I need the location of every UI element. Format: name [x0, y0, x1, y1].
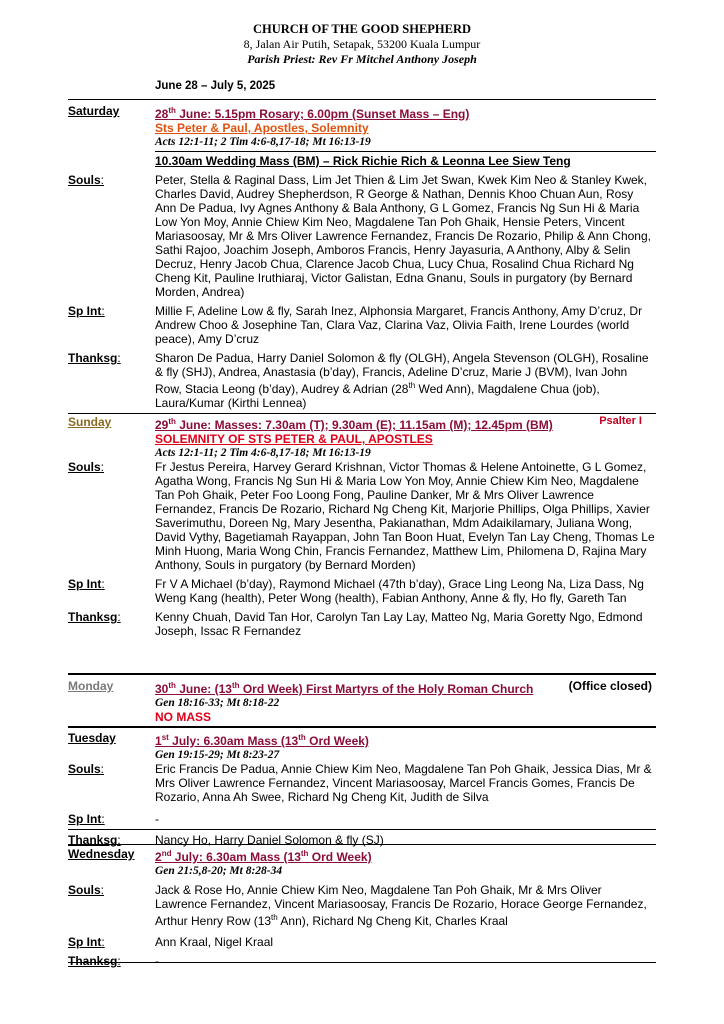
saturday-readings: Acts 12:1-11; 2 Tim 4:6-8,17-18; Mt 16:13-19	[155, 136, 371, 148]
day-label-tuesday: Tuesday	[68, 731, 116, 745]
tuesday-spint-row	[68, 812, 656, 826]
sunday-mass-times: 29th June: Masses: 7.30am (T); 9.30am (E); 11.15am (M); 12.45pm (BM)	[155, 417, 553, 432]
sp-int-label: Sp Int:	[68, 812, 105, 826]
divider	[68, 962, 656, 963]
tuesday-sp-int: -	[155, 812, 159, 826]
wednesday-mass-times: 2nd July: 6.30am Mass (13th Ord Week)	[155, 849, 372, 864]
tuesday-souls-row	[68, 762, 656, 804]
monday-readings: Gen 18:16-33; Mt 8:18-22	[155, 697, 280, 709]
saturday-mass-times: 28th June: 5.15pm Rosary; 6.00pm (Sunset Mass – Eng)	[155, 106, 470, 121]
tuesday-thanksgiving: Nancy Ho, Harry Daniel Solomon & fly (SJ)	[155, 833, 384, 847]
tuesday-block	[0, 731, 724, 847]
sunday-spint-row	[68, 577, 656, 605]
monday-block	[0, 679, 724, 724]
wednesday-block	[0, 847, 724, 968]
sunday-sp-int: Fr V A Michael (b’day), Raymond Michael (47th b’day), Grace Ling Leong Na, Liza Dass, Ng Weng Kang (health), Peter Wong (health), Fabian Anthony, Anne & fly, Ho fly, Gareth Tan	[155, 577, 644, 605]
day-label-sunday: Sunday	[68, 415, 112, 429]
thanksg-label: Thanksg:	[68, 833, 121, 847]
wednesday-spint-row	[68, 935, 656, 949]
no-mass-notice: NO MASS	[155, 710, 212, 724]
thanksg-label: Thanksg:	[68, 610, 121, 624]
thanksg-label: Thanksg:	[68, 954, 121, 968]
wednesday-thanksg-row	[68, 954, 656, 968]
saturday-feast: Sts Peter & Paul, Apostles, Solemnity	[155, 121, 369, 135]
divider	[68, 726, 656, 728]
tuesday-souls: Eric Francis De Padua, Annie Chiew Kim Neo, Magdalene Tan Poh Ghaik, Jessica Dias, Mr & Mrs Oliver Lawrence Fernandez, Vincent Mariasoosay, Marcel Francis Gomes, Francis De Rozario, Anna Ah Swee, Richard Ng Cheng Kit, Judith de Silva	[155, 762, 652, 804]
divider	[68, 673, 656, 675]
sp-int-label: Sp Int:	[68, 577, 105, 591]
day-label-wednesday: Wednesday	[68, 847, 135, 861]
day-label-saturday: Saturday	[68, 104, 120, 118]
sunday-thanksgiving: Kenny Chuah, David Tan Hor, Carolyn Tan Lay Lay, Matteo Ng, Maria Goretty Ngo, Edmond Joseph, Issac R Fernandez	[155, 610, 643, 638]
sp-int-label: Sp Int:	[68, 935, 105, 949]
sunday-souls: Fr Jestus Pereira, Harvey Gerard Krishnan, Victor Thomas & Helene Antoinette, G L Gomez, Agatha Wong, Francis Ng Sun Hi & Maria Low Yon Moy, Annie Chiew Kim Neo, Magdalene Tan Poh Ghaik, Peter Foo Loong Fong, Pauline Danker, Mr & Mrs Oliver Lawrence Fernandez, Francis De Rozario, Richard Ng Cheng Kit, Marjorie Phillips, Olga Phillips, Xavier Saverimuthu, Doreen Ng, Mary Jesentha, Pakianathan, Mdm Adaikilamary, Juliana Wong, David Vythy, Bagetiamah Rayappan, John Tan Boon Huat, Evelyn Tan Lay Cheng, Thomas Le Minh Huong, Maria Wong Chin, Francis Fernandez, Matthew Lim, Philomena D, Rajina Mary Anthony, Souls in purgatory (by Bernard Morden)	[155, 460, 655, 572]
tuesday-readings: Gen 19:15-29; Mt 8:23-27	[155, 749, 280, 761]
wednesday-thanksgiving: -	[155, 954, 159, 968]
souls-label: Souls:	[68, 883, 105, 897]
church-name: CHURCH OF THE GOOD SHEPHERD	[252, 22, 472, 36]
saturday-souls-row	[68, 173, 656, 299]
sunday-block	[0, 415, 724, 638]
divider	[155, 151, 656, 152]
divider	[68, 844, 656, 845]
saturday-thanksgiving: Sharon De Padua, Harry Daniel Solomon & fly (OLGH), Angela Stevenson (OLGH), Rosaline & fly (SHJ), Andrea, Anastasia (b’day), Francis, Adeline D’cruz, Marie J (BVM), Ivan John Row, Stacia Leong (b’day), Audrey & Adrian (28th Wed Ann), Magdalene Chua (job), Laura/Kumar (Kirthi Lennea)	[155, 351, 649, 410]
parish-priest: Parish Priest: Rev Fr Mitchel Anthony Joseph	[247, 52, 477, 66]
saturday-thanksg-row	[68, 351, 656, 410]
sunday-readings: Acts 12:1-11; 2 Tim 4:6-8,17-18; Mt 16:13-19	[155, 447, 371, 459]
wednesday-readings: Gen 21:5,8-20; Mt 8:28-34	[155, 865, 283, 877]
monday-mass-info: 30th June: (13th Ord Week) First Martyrs of the Holy Roman Church	[155, 681, 534, 696]
week-range: June 28 – July 5, 2025	[155, 80, 276, 92]
office-closed: (Office closed)	[568, 679, 652, 693]
tuesday-mass-times: 1st July: 6.30am Mass (13th Ord Week)	[155, 733, 369, 748]
saturday-block	[0, 104, 724, 410]
sunday-feast: SOLEMNITY OF STS PETER & PAUL, APOSTLES	[155, 432, 433, 446]
divider	[68, 413, 656, 414]
divider	[68, 829, 656, 830]
saturday-wedding: 10.30am Wedding Mass (BM) – Rick Richie Rich & Leonna Lee Siew Teng	[155, 154, 571, 168]
psalter-label: Psalter I	[599, 415, 642, 427]
saturday-souls: Peter, Stella & Raginal Dass, Lim Jet Thien & Lim Jet Swan, Kwek Kim Neo & Stanley Kwek, Charles David, Audrey Shepherdson, R George & Nathan, Dennis Khoo Chuan Aun, Rosy Ann De Padua, Ivy Agnes Anthony & Bala Anthony, G L Gomez, Francis Ng Sun Hi & Maria Low Yon Moy, Annie Chiew Kim Neo, Magdalene Tan Poh Ghaik, Hensie Peters, Vincent Mariasoosay, Mr & Mrs Oliver Lawrence Fernandez, Francis De Rozario, Philip & Ann Chong, Sathi Rajoo, Joachim Joseph, Amboros Francis, Henry Jayasuria, A Anthony, Alby & Selin Decruz, Henry Jacob Chua, Clarence Jacob Chua, Lucy Chua, Rosalind Chua Richard Ng Cheng Kit, Pauline Iruthiaraj, Victor Galistan, Edna Gnanu, Souls in purgatory (by Bernard Morden, Andrea)	[155, 173, 651, 299]
sunday-souls-row	[68, 460, 656, 572]
wednesday-sp-int: Ann Kraal, Nigel Kraal	[155, 935, 274, 949]
thanksg-label: Thanksg:	[68, 351, 121, 365]
sunday-thanksg-row	[68, 610, 656, 638]
saturday-spint-row	[68, 304, 656, 346]
day-label-monday: Monday	[68, 679, 114, 693]
church-address: 8, Jalan Air Putih, Setapak, 53200 Kuala Lumpur	[243, 37, 481, 51]
wednesday-souls-row	[68, 883, 656, 928]
saturday-sp-int: Millie F, Adeline Low & fly, Sarah Inez, Alphonsia Margaret, Francis Anthony, Amy D’cruz, Dr Andrew Choo & Josephine Tan, Clara Vaz, Clarina Vaz, Olivia Faith, Irene Lourdes (world peace), Amy D’cruz	[155, 304, 643, 346]
sp-int-label: Sp Int:	[68, 304, 105, 318]
souls-label: Souls:	[68, 460, 105, 474]
souls-label: Souls:	[68, 762, 105, 776]
divider	[68, 99, 656, 100]
wednesday-souls: Jack & Rose Ho, Annie Chiew Kim Neo, Magdalene Tan Poh Ghaik, Mr & Mrs Oliver Lawrence Fernandez, Vincent Mariasoosay, Francis De Rozario, Horace George Fernandez, Arthur Henry Row (13th Ann), Richard Ng Cheng Kit, Charles Kraal	[155, 883, 647, 928]
bulletin-header	[0, 22, 724, 67]
souls-label: Souls:	[68, 173, 105, 187]
